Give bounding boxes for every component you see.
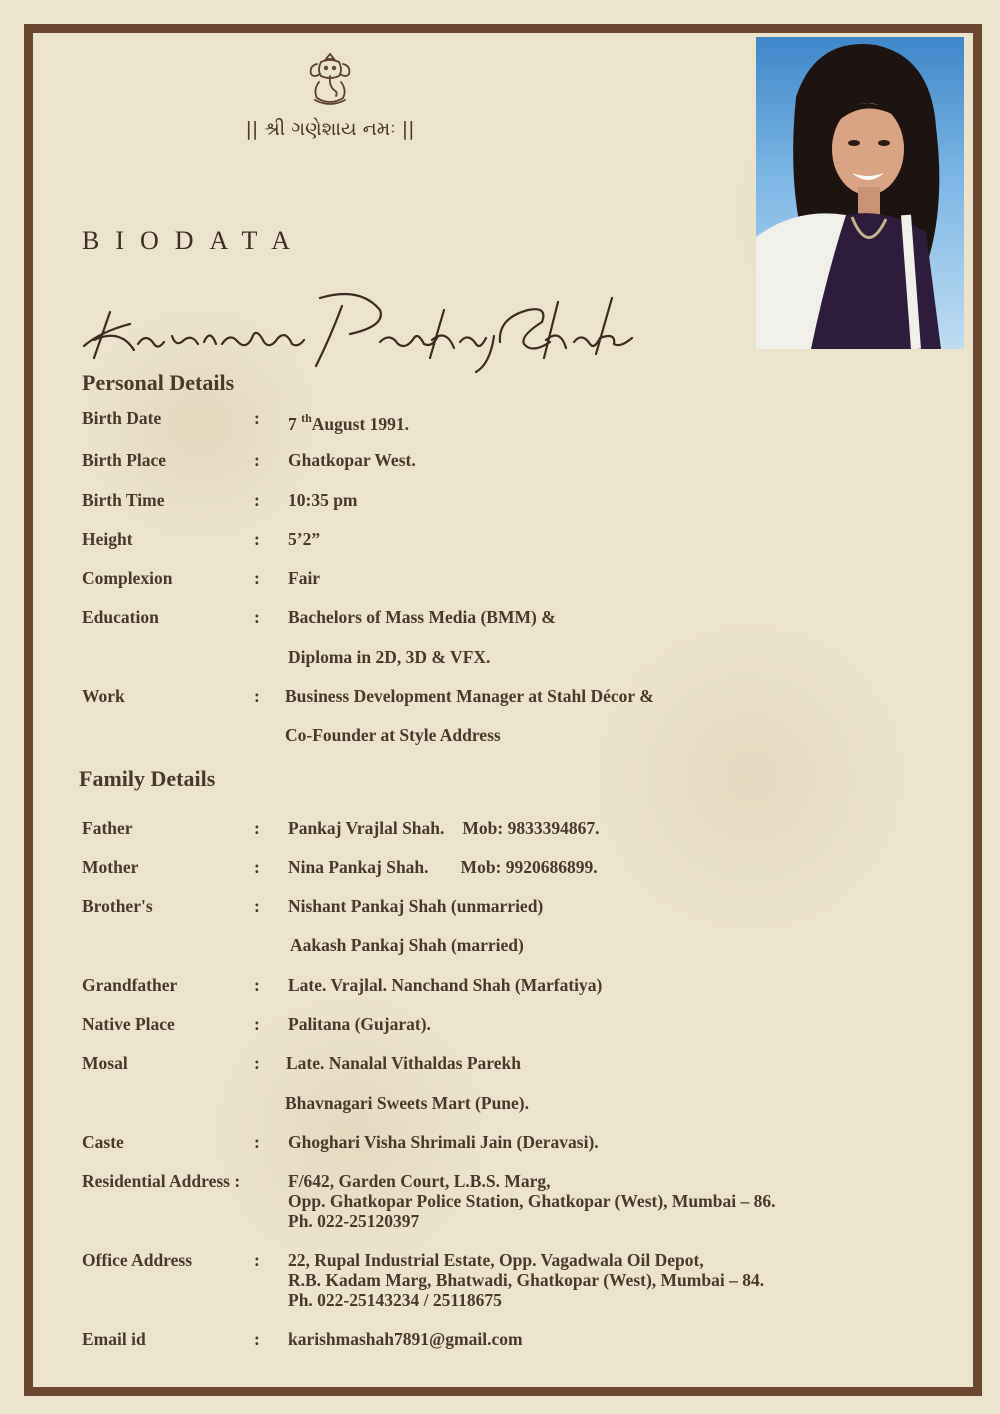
family-details-heading: Family Details <box>79 766 216 791</box>
field-value: Late. Nanalal Vithaldas Parekh <box>286 1053 521 1073</box>
field-value: Co-Founder at Style Address <box>285 725 501 745</box>
caste-row <box>82 1132 942 1156</box>
field-label: Grandfather <box>82 975 178 995</box>
address-value: 22, Rupal Industrial Estate, Opp. Vagadwala Oil Depot, R.B. Kadam Marg, Bhatwadi, Ghatkopar (West), Mumbai – 84. Ph. 022-25143234 / 25118675 <box>288 1250 765 1310</box>
address-value: F/642, Garden Court, L.B.S. Marg, Opp. Ghatkopar Police Station, Ghatkopar (West), Mumbai – 86. Ph. 022-25120397 <box>288 1171 776 1231</box>
colon: : <box>254 568 260 588</box>
complexion-row <box>82 568 942 592</box>
colon: : <box>254 975 260 995</box>
field-value: Nina Pankaj Shah. Mob: 9920686899. <box>288 857 598 877</box>
field-value: Bachelors of Mass Media (BMM) & <box>288 607 556 627</box>
colon: : <box>254 1250 260 1270</box>
work-row-2 <box>82 725 942 749</box>
colon: : <box>254 408 260 428</box>
birth-place-row <box>82 450 942 474</box>
field-label: Work <box>82 686 125 706</box>
field-label: Birth Date <box>82 408 162 428</box>
father-row <box>82 818 942 842</box>
mobile-number: Mob: 9920686899. <box>460 857 598 877</box>
invocation-text: || શ્રી ગણેશાય નમઃ || <box>245 118 415 140</box>
colon: : <box>254 607 260 627</box>
field-value: Late. Vrajlal. Nanchand Shah (Marfatiya) <box>288 975 603 995</box>
field-label: Height <box>82 529 133 549</box>
colon: : <box>254 1329 260 1349</box>
field-label: Office Address <box>82 1250 193 1270</box>
height-row <box>82 529 942 553</box>
field-value: Diploma in 2D, 3D & VFX. <box>288 647 491 667</box>
mosal-row-2 <box>82 1093 942 1117</box>
field-label: Father <box>82 818 133 838</box>
colon: : <box>254 529 260 549</box>
birth-time-row <box>82 490 942 514</box>
birth-date-row <box>82 408 942 432</box>
colon: : <box>254 1014 260 1034</box>
field-value: 10:35 pm <box>288 490 358 510</box>
personal-details-heading: Personal Details <box>82 370 235 395</box>
education-row <box>82 607 942 631</box>
mosal-row <box>82 1053 942 1077</box>
native-place-row <box>82 1014 942 1038</box>
field-label: Birth Place <box>82 450 167 470</box>
email-link[interactable]: karishmashah7891@gmail.com <box>288 1329 523 1349</box>
colon: : <box>254 896 260 916</box>
brothers-row-2 <box>82 935 942 959</box>
field-value: Business Development Manager at Stahl Décor & <box>285 686 654 706</box>
work-row <box>82 686 942 710</box>
field-label: Complexion <box>82 568 173 588</box>
field-value: Ghatkopar West. <box>288 450 416 470</box>
colon: : <box>254 1053 260 1073</box>
doc-title: BIODATA <box>82 226 307 255</box>
field-value: Aakash Pankaj Shah (married) <box>290 935 524 955</box>
name-signature <box>80 288 640 378</box>
mobile-number: Mob: 9833394867. <box>462 818 600 838</box>
field-label: Education <box>82 607 159 627</box>
education-row-2 <box>82 647 942 671</box>
colon: : <box>254 818 260 838</box>
colon: : <box>254 450 260 470</box>
colon: : <box>254 490 260 510</box>
colon: : <box>254 1132 260 1152</box>
email-row <box>82 1329 942 1353</box>
mother-row <box>82 857 942 881</box>
field-label: Caste <box>82 1132 124 1152</box>
office-address-row <box>82 1250 942 1310</box>
field-value: Bhavnagari Sweets Mart (Pune). <box>285 1093 530 1113</box>
field-label: Mosal <box>82 1053 128 1073</box>
profile-photo <box>756 37 964 349</box>
field-value: Palitana (Gujarat). <box>288 1014 431 1034</box>
field-label: Residential Address : <box>82 1171 241 1191</box>
field-label: Brother's <box>82 896 153 916</box>
field-label: Mother <box>82 857 139 877</box>
grandfather-row <box>82 975 942 999</box>
field-value: Nishant Pankaj Shah (unmarried) <box>288 896 544 916</box>
field-label: Birth Time <box>82 490 165 510</box>
birth-date-value: 7 $^{th}$August 1991. <box>288 411 410 434</box>
field-value: Pankaj Vrajlal Shah. Mob: 9833394867. <box>288 818 600 838</box>
ganesh-icon <box>303 50 357 108</box>
colon: : <box>254 686 260 706</box>
colon: : <box>254 857 260 877</box>
field-label: Email id <box>82 1329 146 1349</box>
brothers-row <box>82 896 942 920</box>
field-label: Native Place <box>82 1014 175 1034</box>
field-value: 5’2” <box>288 529 321 549</box>
field-value: Fair <box>288 568 321 588</box>
residential-address-row <box>82 1171 942 1231</box>
field-value: Ghoghari Visha Shrimali Jain (Deravasi). <box>288 1132 599 1152</box>
